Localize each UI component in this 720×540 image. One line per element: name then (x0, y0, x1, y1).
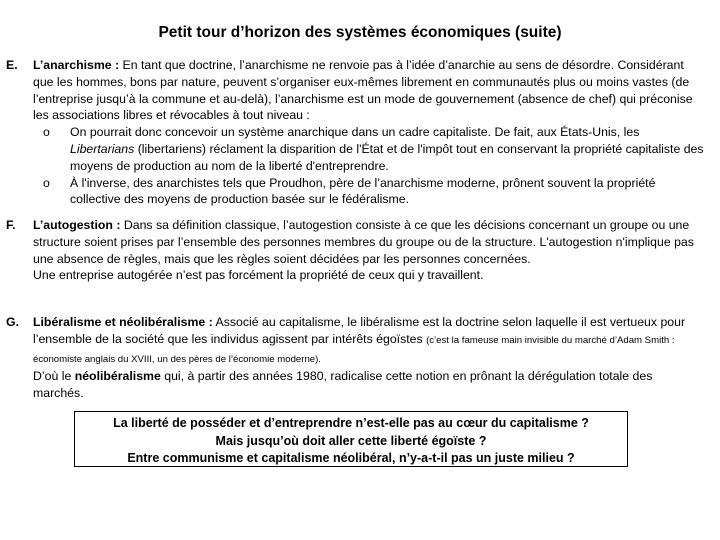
section-text-2-before: D’où le (33, 369, 72, 384)
section-term: L’autogestion : (33, 218, 121, 232)
bullet-text-after: (libertariens) réclament la disparition de l'État et de l'impôt tout en conservant la propriété capitaliste des moyens de production au nom de la liberté d'entreprendre. (70, 141, 704, 173)
section-body (33, 314, 706, 368)
bullet-italic: Libertarians (70, 141, 135, 156)
section-letter: E. (6, 58, 18, 72)
question-line: La liberté de posséder et d’entreprendre n’est-elle pas au cœur du capitalisme ? (113, 416, 589, 430)
section-letter: F. (6, 218, 16, 232)
section-text: Associé au capitalisme, le libéralisme est la doctrine selon laquelle il est vertueux pour l’ensemble de la société que les individus agissent par intérêts égoïstes (33, 315, 686, 346)
section-text-2-after: qui, à partir des années 1980, radicalise cette notion en prônant la dérégulation totale des marchés. (33, 369, 653, 401)
bullet-text: À l'inverse, des anarchistes tels que Proudhon, père de l’anarchisme moderne, prônent souvent la propriété collective des moyens de production basée sur le fédéralisme. (70, 175, 656, 207)
question-line: Entre communisme et capitalisme néolibéral, n’y-a-t-il pas un juste milieu ? (127, 451, 575, 465)
question-box (74, 411, 628, 467)
bullet-marker: o (43, 175, 50, 190)
section-liberalisme (6, 314, 706, 402)
section-anarchisme (6, 57, 706, 208)
section-text-2 (33, 368, 706, 402)
section-letter: G. (6, 315, 19, 329)
section-text: Dans sa définition classique, l’autogestion consiste à ce que les décisions concernant un groupe ou une structure soient prises par l’ensemble des personnes membres du groupe ou de la structure. L'autogestion n'implique pas une absence de règles, mais que les règles soient décidées par les personnes concernées. (33, 218, 694, 266)
section-text: En tant que doctrine, l’anarchisme ne renvoie pas à l’idée d’anarchie au sens de désordre. Considérant que les hommes, bons par nature, peuvent s’organiser eux-mêmes librement en communautés plus ou moins vastes (de l’entreprise jusqu’à la commune et au-delà), l’anarchisme est un mode de gouvernement (absence de chef) qui préconise les associations libres et révocables à tout niveau : (33, 58, 693, 123)
section-body (33, 217, 706, 267)
page-title: Petit tour d’horizon des systèmes économiques (suite) (158, 24, 562, 41)
section-body (33, 57, 706, 124)
section-term: L’anarchisme : (33, 58, 120, 72)
section-footnote: (c’est la fameuse main invisible du marché d’Adam Smith : économiste anglais du XVIII, un des pères de l’économie moderne). (33, 334, 675, 365)
section-term: Libéralisme et néolibéralisme : (33, 315, 213, 329)
question-line: Mais jusqu’où doit aller cette liberté égoïste ? (215, 433, 487, 448)
list-item (43, 175, 706, 209)
list-item (43, 124, 706, 174)
bullet-text: On pourrait donc concevoir un système anarchique dans un cadre capitaliste. De fait, aux États-Unis, les (70, 125, 640, 140)
section-autogestion (6, 217, 706, 284)
bullet-marker: o (43, 125, 50, 140)
section-text-2-bold: néolibéralisme (74, 369, 161, 384)
section-text-2: Une entreprise autogérée n’est pas forcément la propriété de ceux qui y travaillent. (33, 268, 484, 283)
